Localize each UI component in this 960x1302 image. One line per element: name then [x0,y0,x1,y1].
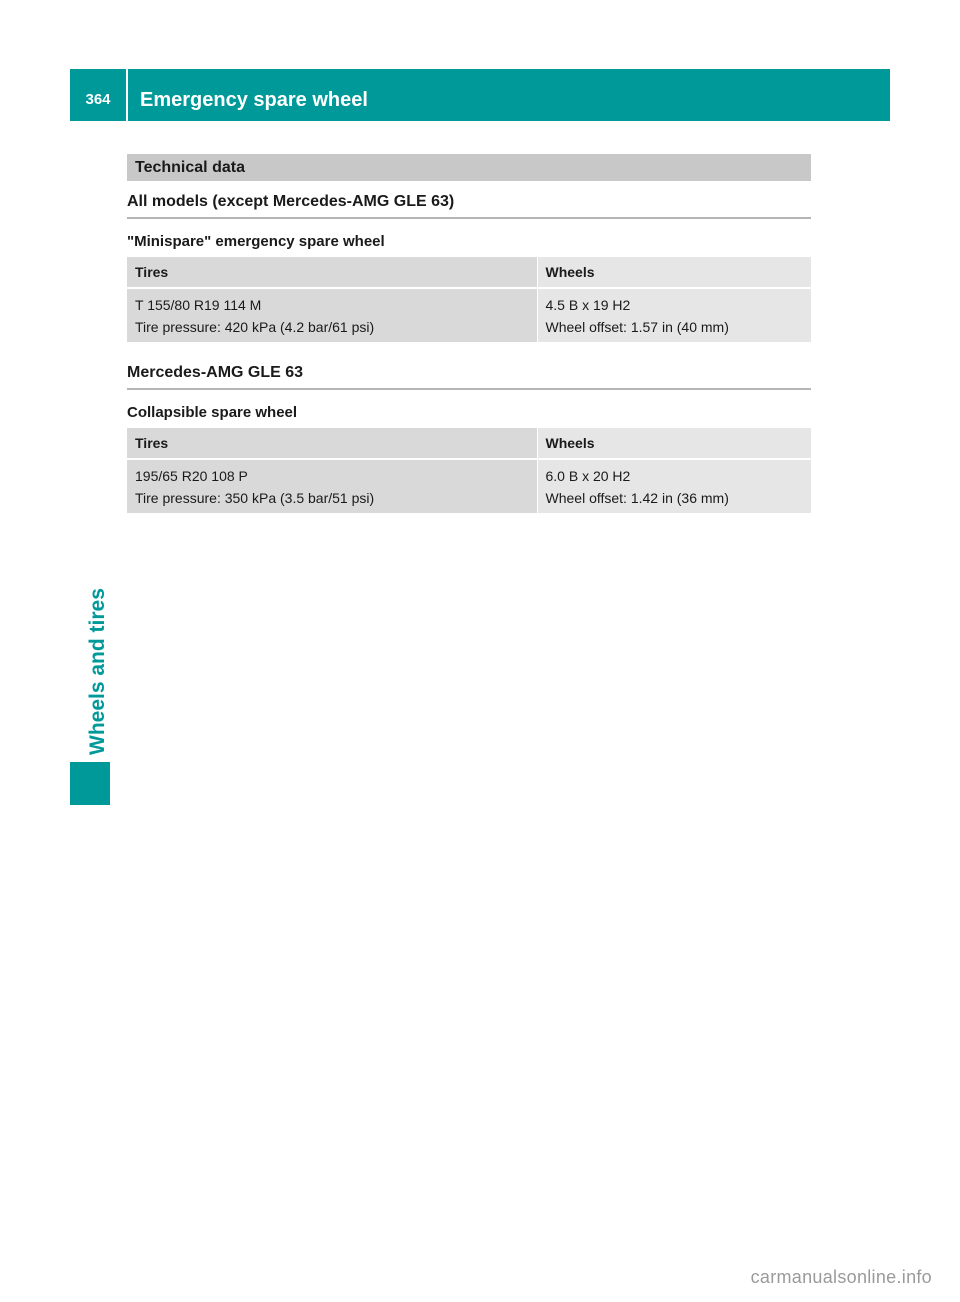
tires-cell [127,288,537,342]
wheels-cell [537,288,811,342]
tires-cell [127,459,537,513]
header-divider [126,69,128,121]
tire-size: T 155/80 R19 114 M [135,296,262,313]
spec-table-collapsible [127,428,811,513]
model-heading-amg-gle-63: Mercedes-AMG GLE 63 [127,364,811,390]
main-content [127,154,811,513]
table-row [127,288,811,342]
watermark: carmanualsonline.info [750,1267,932,1287]
page-header [70,69,890,121]
column-header-tires: Tires [127,428,537,459]
table-row [127,459,811,513]
wheels-cell [537,459,811,513]
wheel-offset: Wheel offset: 1.42 in (36 mm) [545,489,729,506]
side-tab-label: Wheels and tires [86,588,109,755]
spec-table-minispare [127,257,811,342]
side-tab-marker [70,762,110,805]
page-title: Emergency spare wheel [140,89,368,111]
wheel-size: 6.0 B x 20 H2 [545,467,631,484]
table-heading-collapsible: Collapsible spare wheel [127,404,298,421]
tire-size: 195/65 R20 108 P [135,467,248,484]
tire-pressure: Tire pressure: 350 kPa (3.5 bar/51 psi) [135,489,375,506]
page-number: 364 [85,91,111,108]
column-header-wheels: Wheels [537,257,811,288]
column-header-tires: Tires [127,257,537,288]
wheel-size: 4.5 B x 19 H2 [545,296,631,313]
model-heading-all-models: All models (except Mercedes-AMG GLE 63) [127,193,811,219]
section-title: Technical data [127,154,811,181]
table-header-row [127,428,811,459]
column-header-wheels: Wheels [537,428,811,459]
wheel-offset: Wheel offset: 1.57 in (40 mm) [545,318,729,335]
table-header-row [127,257,811,288]
tire-pressure: Tire pressure: 420 kPa (4.2 bar/61 psi) [135,318,375,335]
table-heading-minispare: "Minispare" emergency spare wheel [127,233,385,250]
